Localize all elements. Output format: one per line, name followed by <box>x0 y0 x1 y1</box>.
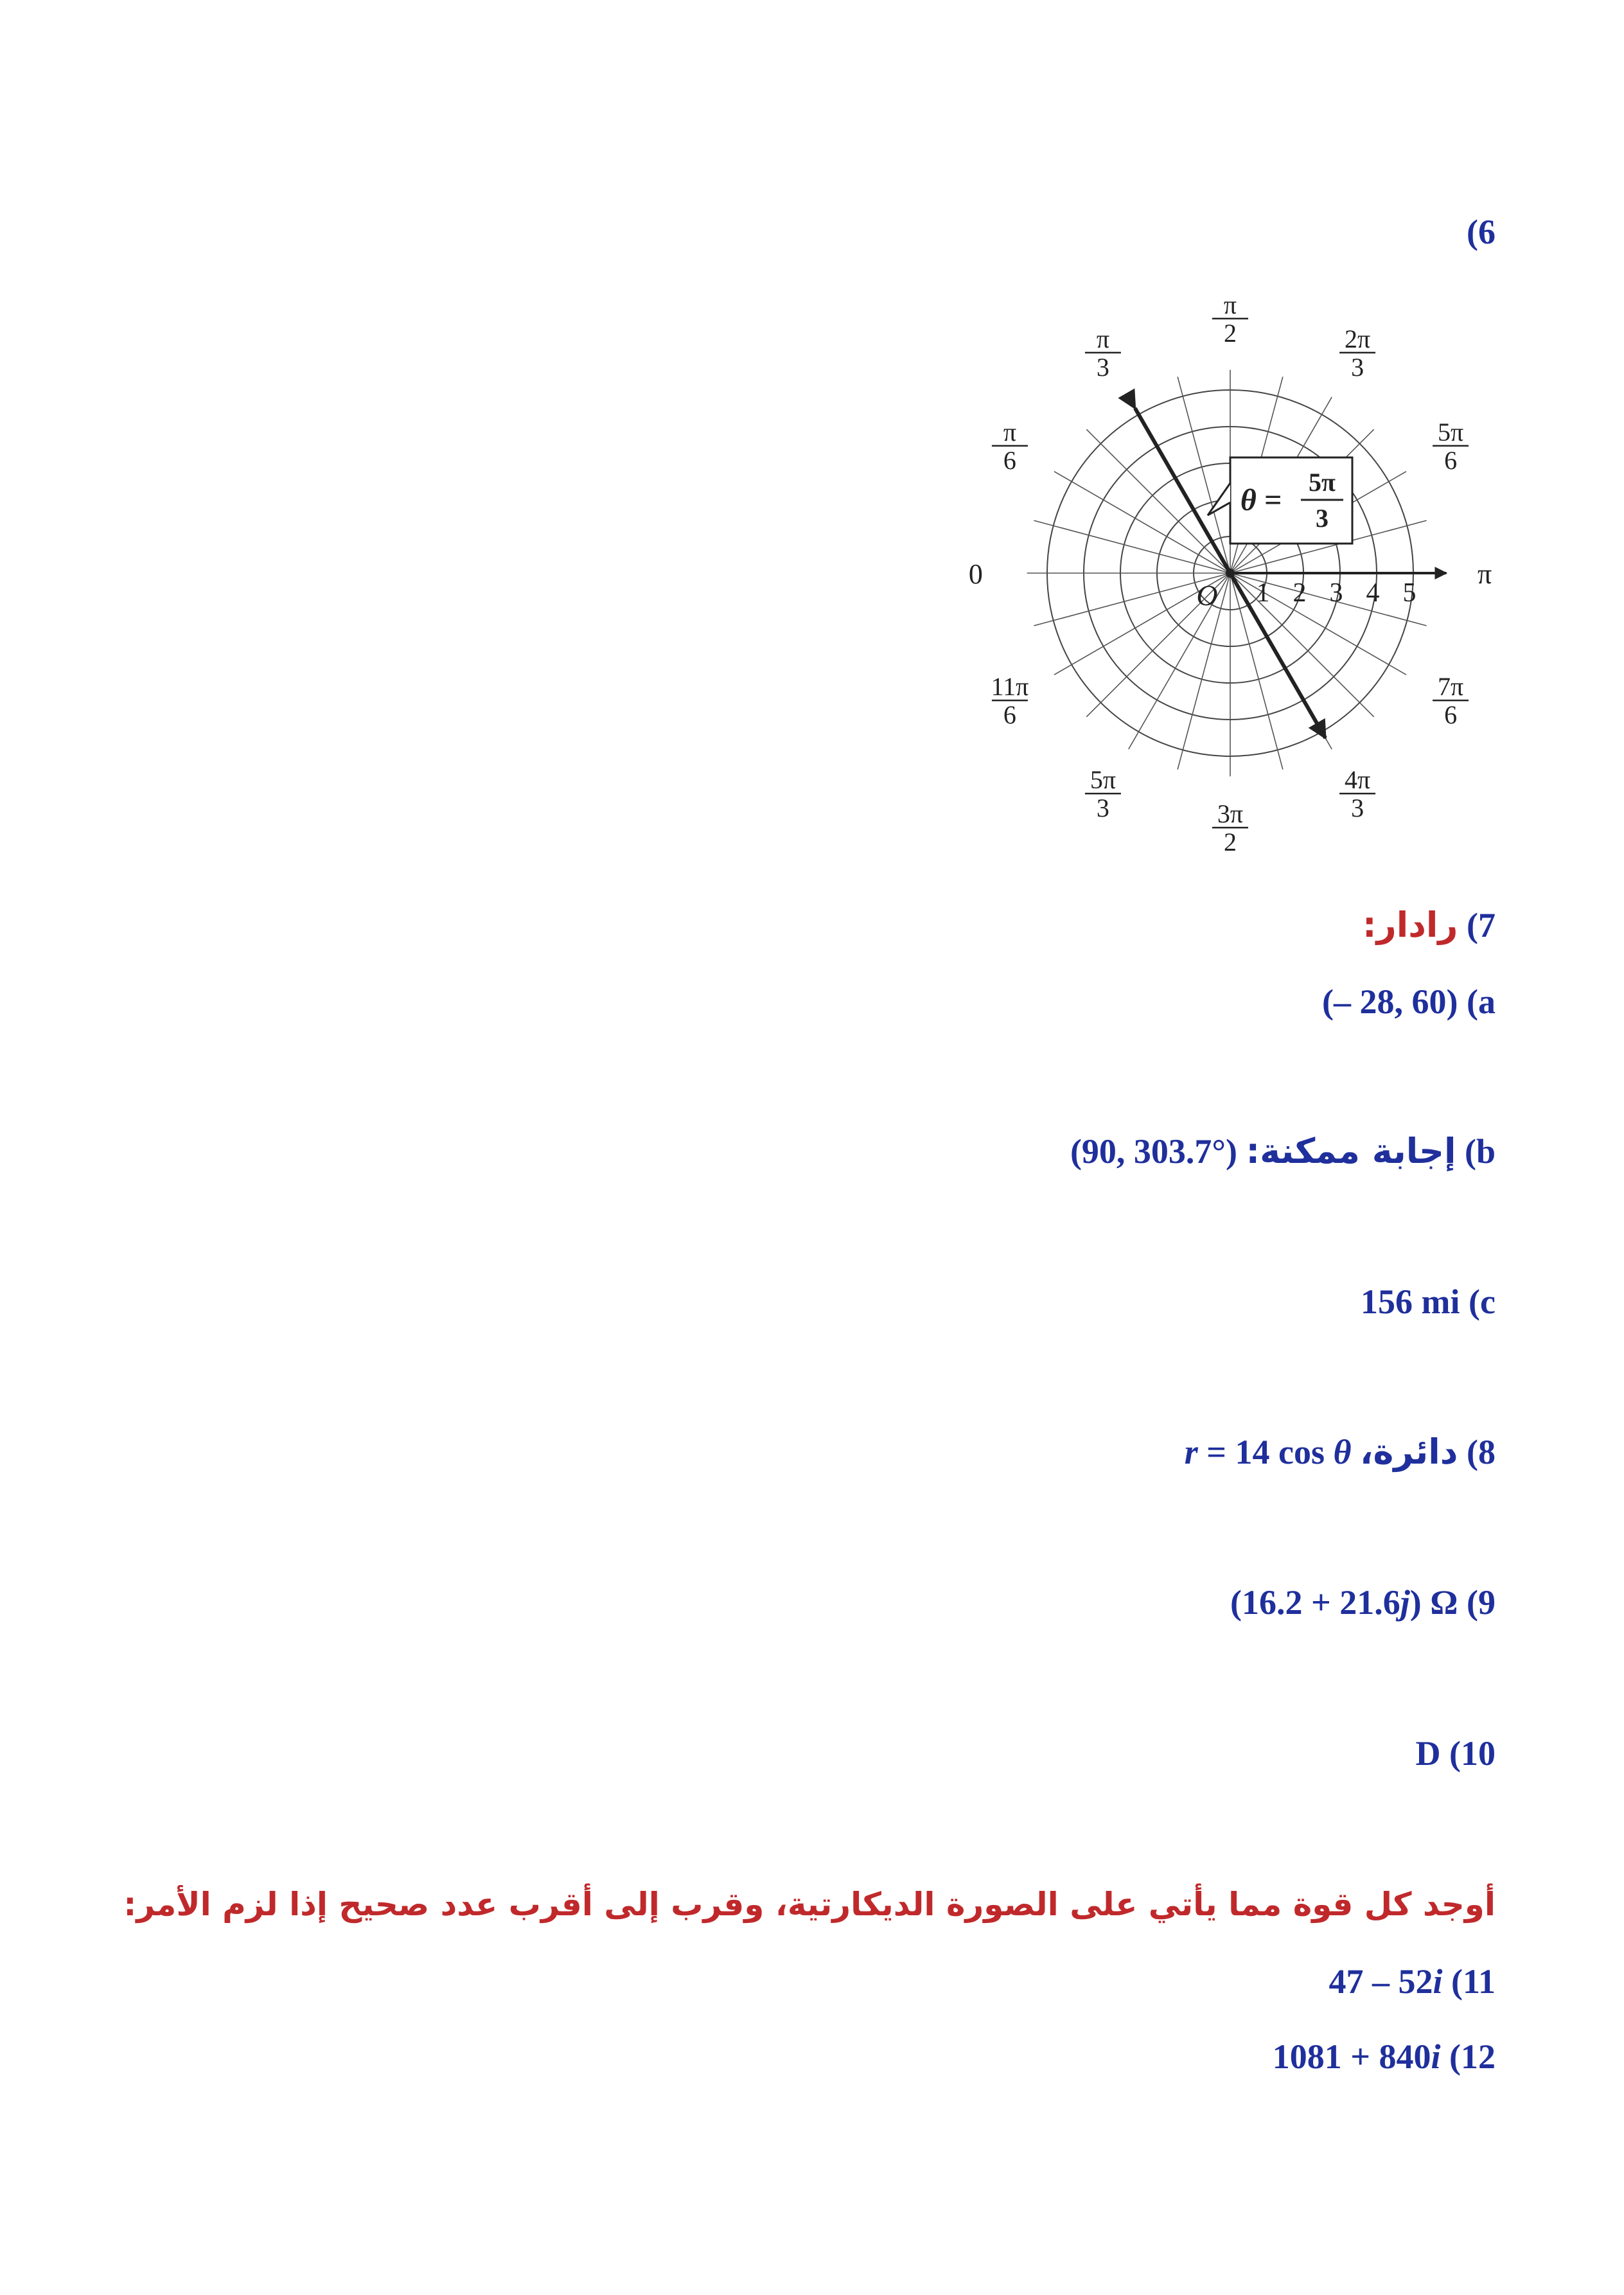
item-9-j: j <box>1400 1583 1410 1622</box>
radius-tick: 3 <box>1329 578 1343 608</box>
origin-dot <box>1226 569 1235 578</box>
grid-spoke <box>1178 377 1230 573</box>
item-7a-text <box>1322 982 1496 1022</box>
item-7a-letter: (a <box>1467 982 1496 1021</box>
item-7c-text <box>1361 1282 1496 1322</box>
angle-label-num: π <box>1096 324 1110 353</box>
item-11-number: (11 <box>1451 1962 1496 2001</box>
item-8-number: 8) <box>1467 1433 1496 1471</box>
angle-label-num: 4π <box>1344 765 1371 795</box>
item-9-pre: (16.2 + 21.6 <box>1230 1583 1400 1622</box>
item-7c-value: 156 mi <box>1361 1282 1460 1321</box>
angle-label-num: π <box>1003 417 1017 447</box>
item-7b-letter: b) <box>1464 1132 1496 1171</box>
angle-label-den: 6 <box>1003 445 1016 475</box>
item-7a-value: (– 28, 60) <box>1322 982 1458 1021</box>
item-11-text <box>1328 1962 1496 2001</box>
grid-spoke <box>1054 472 1230 573</box>
item-12-text <box>1273 2037 1496 2077</box>
item-10 <box>1416 1733 1496 1773</box>
item-7a <box>1322 982 1496 1022</box>
item-11-pre: 47 – 52 <box>1328 1962 1433 2001</box>
item-9 <box>1230 1582 1496 1622</box>
item-7-title-text: رادار: <box>1363 905 1458 945</box>
item-7b-text: إجابة ممكنة: <box>1246 1131 1456 1171</box>
item-12-pre: 1081 + 840 <box>1272 2037 1431 2076</box>
angle-label: π <box>1478 558 1492 590</box>
angle-label-den: 6 <box>1003 700 1016 730</box>
item-11-i: i <box>1433 1962 1443 2001</box>
radius-tick: 4 <box>1366 578 1380 608</box>
callout-den: 3 <box>1316 504 1328 533</box>
item-8-equation <box>1185 1432 1352 1472</box>
instruction-text: أوجد كل قوة مما يأتي على الصورة الديكارتية، وقرب إلى أقرب عدد صحيح إذا لزم الأمر: <box>123 1886 1496 1923</box>
angle-label-den: 2 <box>1224 828 1237 857</box>
item-7c-letter: (c <box>1469 1282 1496 1321</box>
item-9-post: ) Ω <box>1409 1583 1458 1622</box>
angle-label-den: 3 <box>1096 793 1109 823</box>
callout-pointer <box>1208 483 1230 515</box>
callout-num: 5π <box>1309 468 1336 497</box>
angle-label-den: 6 <box>1444 700 1458 730</box>
item-8 <box>1185 1431 1496 1472</box>
item-8-r: r <box>1184 1433 1198 1471</box>
angle-label-den: 2 <box>1224 318 1237 348</box>
item-6-label <box>1467 212 1496 252</box>
callout-lhs: θ = <box>1240 483 1282 517</box>
item-9-text <box>1230 1582 1496 1622</box>
item-8-theta: θ <box>1333 1433 1352 1471</box>
item-7b <box>1070 1131 1496 1171</box>
angle-label-num: 5π <box>1090 765 1116 795</box>
angle-label-num: 7π <box>1437 672 1464 702</box>
radius-tick: 5 <box>1402 578 1417 608</box>
angle-label-den: 3 <box>1351 352 1364 382</box>
grid-spoke <box>1034 520 1230 573</box>
angle-label-num: 5π <box>1437 417 1464 447</box>
item-8-eq: = 14 cos <box>1206 1433 1325 1471</box>
angle-label: 0 <box>968 558 983 590</box>
item-10-number: (10 <box>1449 1734 1496 1773</box>
item-7-number: 7) <box>1467 906 1496 944</box>
item-11 <box>1328 1962 1496 2001</box>
item-7-title <box>1363 905 1496 945</box>
item-10-text <box>1416 1733 1496 1773</box>
item-7b-value: (90, 303.7°) <box>1070 1132 1238 1171</box>
origin-label: O <box>1196 579 1218 612</box>
radius-tick: 2 <box>1293 578 1307 608</box>
theta-callout <box>1208 457 1352 544</box>
item-8-text: دائرة، <box>1360 1431 1458 1472</box>
angle-label-den: 6 <box>1444 445 1458 475</box>
item-7c <box>1361 1282 1496 1322</box>
angle-label-den: 3 <box>1351 793 1364 823</box>
angle-label-num: 11π <box>991 672 1029 702</box>
item-12-i: i <box>1431 2037 1441 2076</box>
radius-tick: 1 <box>1256 578 1270 608</box>
radius-ticks <box>1196 578 1416 612</box>
item-6-number: (6 <box>1467 213 1496 251</box>
angle-label-den: 3 <box>1096 352 1109 382</box>
angle-label-num: 3π <box>1217 799 1244 829</box>
polar-graph <box>967 283 1506 874</box>
item-12 <box>1273 2037 1496 2077</box>
angle-label-num: 2π <box>1344 324 1371 353</box>
angle-label-num: π <box>1223 290 1237 319</box>
item-12-number: (12 <box>1449 2037 1496 2076</box>
item-10-value: D <box>1415 1734 1441 1773</box>
item-9-number: (9 <box>1467 1583 1496 1622</box>
